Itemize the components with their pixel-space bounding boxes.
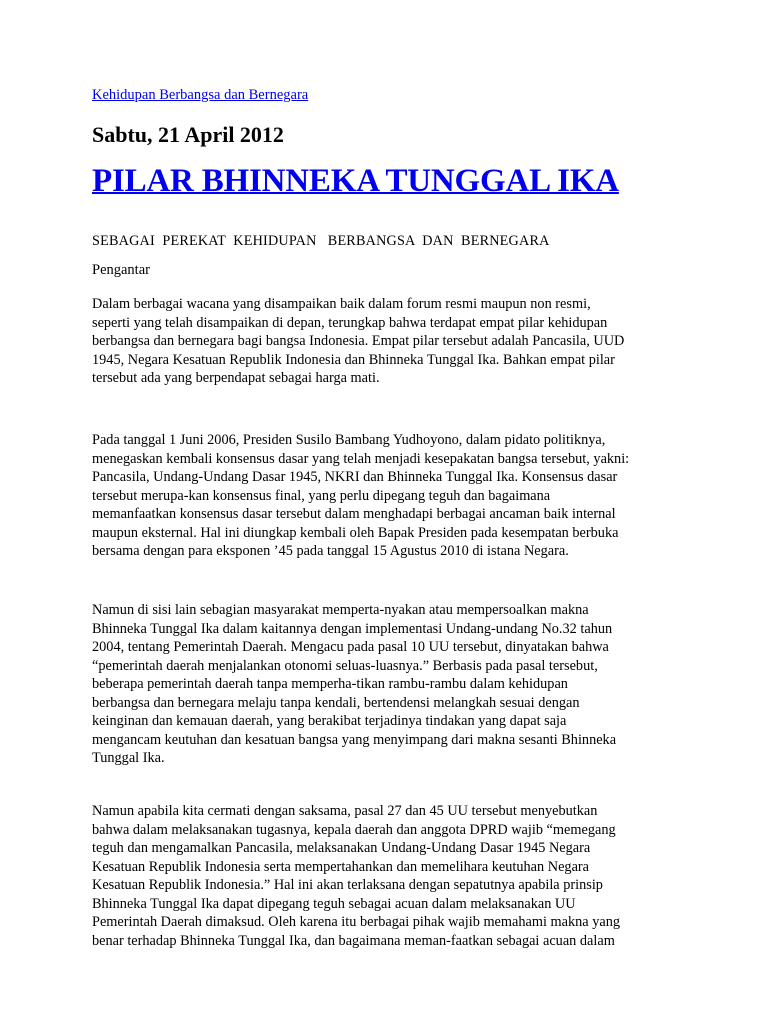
text-line: Kesatuan Republik Indonesia.” Hal ini akan terlaksana dengan sepatutnya apabila prinsip <box>92 877 603 893</box>
text-line: tersebut ada yang berpendapat sebagai harga mati. <box>92 370 380 386</box>
text-line: Pemerintah Daerah dimaksud. Oleh karena itu berbagai pihak wajib memahami makna yang <box>92 914 621 930</box>
text-line: tersebut merupa-kan konsensus final, yang perlu dipegang teguh dan bagaimana <box>92 487 551 504</box>
paragraph-4 <box>92 802 712 950</box>
text-line: teguh dan mengamalkan Pancasila, melaksanakan Undang-Undang Dasar 1945 Negara <box>92 840 591 856</box>
paragraph-2 <box>92 431 712 561</box>
paragraph-3 <box>92 601 712 768</box>
text-line: keinginan dan kemauan daerah, yang berakibat terjadinya tindakan yang dapat saja <box>92 713 567 729</box>
text-line: 2004, tentang Pemerintah Daerah. Mengacu pada pasal 10 UU tersebut, dinyatakan bahwa <box>92 639 609 655</box>
text-line: menegaskan kembali konsensus dasar yang telah menjadi kesepakatan bangsa tersebut, yakni: <box>92 450 630 467</box>
text-line: memanfaatkan konsensus dasar tersebut dalam menghadapi berbagai ancaman baik internal <box>92 506 616 522</box>
text-line: 1945, Negara Kesatuan Republik Indonesia dan Bhinneka Tunggal Ika. Bahkan empat pilar <box>92 351 615 368</box>
post-date: Sabtu, 21 April 2012 <box>92 122 284 147</box>
category-link[interactable]: Kehidupan Berbangsa dan Bernegara <box>92 87 309 103</box>
text-line: mengancam keutuhan dan kesatuan bangsa yang menyimpang dari makna sesanti Bhinneka <box>92 731 617 748</box>
text-line: Bhinneka Tunggal Ika dalam kaitannya dengan implementasi Undang-undang No.32 tahun <box>92 620 613 637</box>
text-line: beberapa pemerintah daerah tanpa memperha-tikan rambu-rambu dalam kehidupan <box>92 676 568 692</box>
text-line: Dalam berbagai wacana yang disampaikan baik dalam forum resmi maupun non resmi, <box>92 296 591 312</box>
text-line: berbangsa dan bernegara bagi bangsa Indonesia. Empat pilar tersebut adalah Pancasila, UUD <box>92 333 625 349</box>
text-line: Namun apabila kita cermati dengan saksama, pasal 27 dan 45 UU tersebut menyebutkan <box>92 803 598 819</box>
post-title-link[interactable]: PILAR BHINNEKA TUNGGAL IKA <box>92 163 619 199</box>
intro-heading: Pengantar <box>92 262 150 278</box>
text-line: benar terhadap Bhinneka Tunggal Ika, dan bagaimana meman-faatkan sebagai acuan dalam <box>92 932 615 949</box>
text-line: Kesatuan Republik Indonesia serta mempertahankan dan memelihara keutuhan Negara <box>92 858 590 875</box>
text-line: maupun eksternal. Hal ini diungkap kembali oleh Bapak Presiden pada kesempatan berbuka <box>92 524 619 541</box>
text-line: “pemerintah daerah menjalankan otonomi seluas-luasnya.” Berbasis pada pasal tersebut, <box>92 657 598 674</box>
text-line: Namun di sisi lain sebagian masyarakat memperta-nyakan atau mempersoalkan makna <box>92 602 589 618</box>
text-line: Pancasila, Undang-Undang Dasar 1945, NKRI dan Bhinneka Tunggal Ika. Konsensus dasar <box>92 469 618 485</box>
text-line: berbangsa dan bernegara melaju tanpa kendali, bertendensi melangkah sesuai dengan <box>92 694 580 711</box>
text-line: bersama dengan para eksponen ’45 pada tanggal 15 Agustus 2010 di istana Negara. <box>92 543 569 559</box>
text-line: Pada tanggal 1 Juni 2006, Presiden Susilo Bambang Yudhoyono, dalam pidato politiknya, <box>92 432 606 448</box>
paragraph-1 <box>92 295 712 388</box>
text-line: Tunggal Ika. <box>92 750 165 766</box>
text-line: bahwa dalam melaksanakan tugasnya, kepala daerah dan anggota DPRD wajib “memegang <box>92 821 616 838</box>
text-line: seperti yang telah disampaikan di depan, terungkap bahwa terdapat empat pilar kehidupan <box>92 314 608 331</box>
text-line: Bhinneka Tunggal Ika dapat dipegang teguh sebagai acuan dalam melaksanakan UU <box>92 895 576 912</box>
post-subtitle: SEBAGAI PEREKAT KEHIDUPAN BERBANGSA DAN BERNEGARA <box>92 233 550 249</box>
